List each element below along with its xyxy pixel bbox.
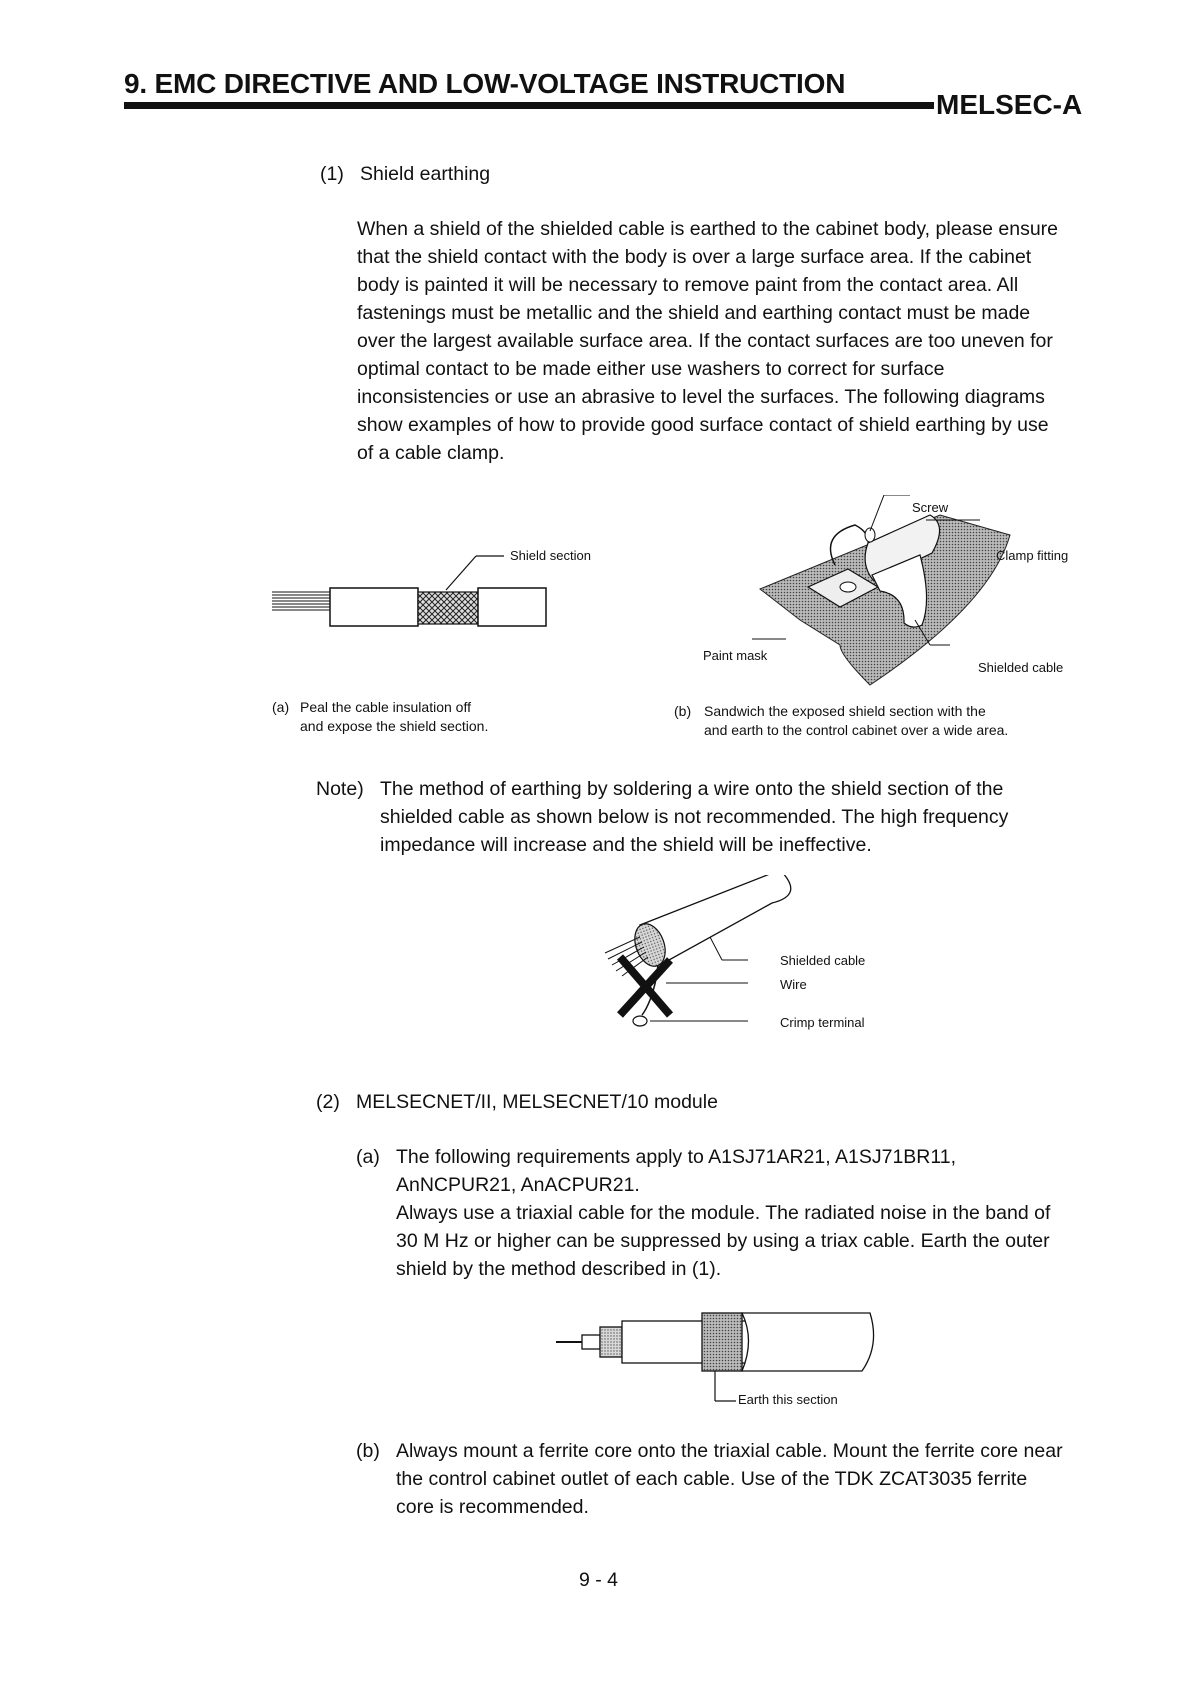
cable-core-wires <box>272 592 330 610</box>
caption-line: and expose the shield section. <box>300 718 489 734</box>
section-2-number: (2) <box>316 1091 340 1113</box>
page-number: 9 - 4 <box>579 1569 619 1591</box>
crimp-terminal <box>633 1016 647 1026</box>
note-marker: Note) <box>316 778 364 800</box>
paragraph-line: of a cable clamp. <box>357 442 505 464</box>
item-a-line: Always use a triaxial cable for the module. The radiated noise in the band of <box>396 1202 1051 1224</box>
label-shielded-cable: Shielded cable <box>978 660 1064 675</box>
item-a-line: AnNCPUR21, AnACPUR21. <box>396 1174 640 1196</box>
label-clamp-fitting: Clamp fitting <box>996 548 1069 563</box>
label-note-shielded-cable: Shielded cable <box>780 953 866 968</box>
item-b-line: the control cabinet outlet of each cable. Use of the TDK ZCAT3035 ferrite <box>396 1468 1028 1490</box>
note-line: impedance will increase and the shield will be ineffective. <box>380 834 872 856</box>
item-a-line: shield by the method described in (1). <box>396 1258 722 1280</box>
caption-b <box>704 702 1008 740</box>
item-a-line: 30 M Hz or higher can be suppressed by using a triax cable. Earth the outer <box>396 1230 1050 1252</box>
paragraph-line: that the shield contact with the body is over a large surface area. If the cabinet <box>357 246 1032 268</box>
label-earth-this-section: Earth this section <box>738 1392 838 1407</box>
label-shield-section: Shield section <box>510 548 591 563</box>
paragraph-line: body is painted it will be necessary to remove paint from the contact area. All <box>357 274 1019 296</box>
section-2-heading: MELSECNET/II, MELSECNET/10 module <box>356 1091 718 1113</box>
item-b-line: Always mount a ferrite core onto the triaxial cable. Mount the ferrite core near <box>396 1440 1063 1462</box>
item-b-marker: (b) <box>356 1440 380 1462</box>
caption-line: Sandwich the exposed shield section with the <box>704 703 986 719</box>
outer-jacket <box>742 1313 874 1371</box>
screw-hole <box>840 582 856 592</box>
section-1-paragraph <box>357 215 1087 467</box>
label-paint-mask: Paint mask <box>703 648 768 663</box>
inner-shield <box>600 1327 622 1357</box>
caption-a-marker: (a) <box>272 699 290 715</box>
caption-b-marker: (b) <box>674 703 692 719</box>
label-screw: Screw <box>912 500 949 515</box>
leader-line <box>446 556 476 590</box>
paragraph-line: over the largest available surface area. If the contact surfaces are too uneven for <box>357 330 1053 352</box>
item-a-marker: (a) <box>356 1146 380 1168</box>
caption-a <box>300 698 488 736</box>
note-line: shielded cable as shown below is not recommended. The high frequency <box>380 806 1009 828</box>
outer-shield-earth-section <box>702 1313 742 1371</box>
caption-line: and earth to the control cabinet over a wide area. <box>704 722 1009 738</box>
leader-shielded <box>710 937 722 960</box>
paragraph-line: inconsistencies or use an abrasive to level the surfaces. The following diagrams <box>357 386 1045 408</box>
cable-insulation-left <box>330 588 418 626</box>
brand-label: MELSEC-A <box>936 89 1083 120</box>
chapter-title: 9. EMC DIRECTIVE AND LOW-VOLTAGE INSTRUCTION <box>124 68 846 99</box>
paragraph-line: fastenings must be metallic and the shield and earthing contact must be made <box>357 302 1031 324</box>
item-b-line: core is recommended. <box>396 1496 589 1518</box>
header-rule <box>124 102 934 109</box>
note-line: The method of earthing by soldering a wire onto the shield section of the <box>380 778 1004 800</box>
paragraph-line: show examples of how to provide good surface contact of shield earthing by use <box>357 414 1049 436</box>
paragraph-line: When a shield of the shielded cable is earthed to the cabinet body, please ensure <box>357 218 1059 240</box>
item-a-text <box>396 1143 1096 1283</box>
note-text <box>380 775 1008 859</box>
paragraph-line: optimal contact to be made either use washers to correct for surface <box>357 358 945 380</box>
section-1-number: (1) <box>320 163 344 185</box>
leader-screw <box>870 495 884 531</box>
inner-insulator <box>582 1335 600 1349</box>
figure-stripped-cable <box>270 530 600 630</box>
cable-insulation-right <box>478 588 546 626</box>
label-note-crimp-terminal: Crimp terminal <box>780 1015 865 1030</box>
figure-triaxial-cable <box>550 1305 900 1415</box>
item-a-line: The following requirements apply to A1SJ71AR21, A1SJ71BR11, <box>396 1146 957 1168</box>
label-note-wire: Wire <box>780 977 807 992</box>
item-b-text <box>396 1437 1096 1521</box>
section-1-heading: Shield earthing <box>360 163 491 185</box>
caption-line: Peal the cable insulation off <box>300 699 471 715</box>
shield-section <box>418 592 478 624</box>
